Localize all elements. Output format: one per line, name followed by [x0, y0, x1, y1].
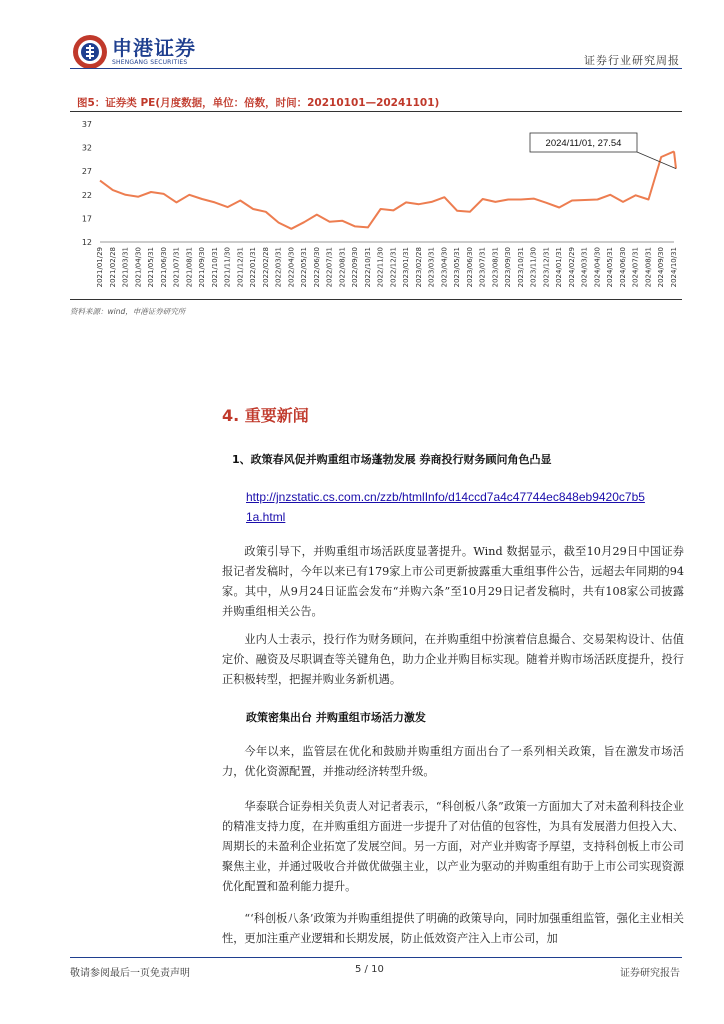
annotation-leader [637, 152, 676, 169]
y-tick-label: 22 [81, 190, 92, 200]
report-type-label: 证券行业研究周报 [584, 54, 680, 67]
news-source-link[interactable] [246, 487, 686, 527]
x-tick-label: 2023/05/31 [453, 247, 462, 288]
x-tick-label: 2021/09/30 [198, 247, 207, 288]
annotation-label: 2024/11/01, 27.54 [545, 138, 622, 149]
section-title: 4. 重要新闻 [222, 406, 309, 425]
y-tick-label: 27 [81, 167, 92, 177]
news-headline: 1、政策春风促并购重组市场蓬勃发展 券商投行财务顾问角色凸显 [232, 453, 552, 466]
x-tick-label: 2021/08/31 [185, 247, 194, 288]
x-tick-label: 2023/08/31 [491, 247, 500, 288]
brand [112, 37, 196, 67]
x-tick-label: 2021/01/29 [96, 247, 104, 288]
series-line-pe [100, 151, 674, 228]
x-tick-label: 2022/05/31 [300, 246, 309, 288]
page-number: 5 / 10 [355, 964, 384, 975]
x-tick-label: 2023/07/31 [478, 247, 487, 288]
x-tick-label: 2021/02/28 [108, 247, 117, 288]
y-tick-label: 37 [81, 120, 92, 129]
x-tick-label: 2024/06/30 [618, 247, 627, 288]
x-tick-label: 2022/12/31 [389, 247, 398, 288]
news-link-line-2[interactable]: 1a.html [246, 510, 286, 524]
x-tick-label: 2021/04/30 [134, 247, 143, 288]
x-tick-label: 2023/01/31 [402, 247, 411, 288]
x-tick-label: 2024/09/30 [657, 247, 666, 288]
figure-bottom-rule [70, 299, 682, 300]
x-tick-label: 2023/12/31 [542, 247, 551, 288]
footer-disclaimer: 敬请参阅最后一页免责声明 [70, 968, 190, 979]
y-tick-label: 12 [81, 238, 92, 247]
news-paragraph-4: 华泰联合证券相关负责人对记者表示，“科创板八条”政策一方面加大了对未盈利科技企业的精准支持力度，在并购重组方面进一步提升了对估值的包容性，为具有发展潜力但投入大、周期长的未盈利企业拓宽了发展空间。另一方面，对产业并购寄予厚望，支持科创板上市公司聚焦主业，并通过吸收合并做优做强主业，以产业为驱动的并购重组有助于上市公司实现资源优化配置和盈利能力提升。 [222, 800, 684, 893]
x-tick-label: 2024/03/31 [580, 247, 589, 288]
x-tick-label: 2023/10/31 [516, 247, 525, 288]
news-paragraph-2: 业内人士表示，投行作为财务顾问，在并购重组中扮演着信息撮合、交易架构设计、估值定价、融资及尽职调查等关键角色，助力企业并购目标实现。随着并购市场活跃度提升，投行正积极转型，把握并购业务新机遇。 [222, 633, 684, 686]
news-paragraph-5: “‘科创板八条’政策为并购重组提供了明确的政策导向，同时加强重组监管，强化主业相关性，更加注重产业逻辑和长期发展，防止低效资产注入上市公司，加 [222, 912, 684, 945]
brand-name-cn: 申港证券 [112, 36, 196, 60]
pe-line-chart [70, 112, 682, 300]
x-tick-label: 2022/06/30 [312, 247, 321, 288]
x-tick-label: 2023/11/30 [529, 247, 538, 288]
x-tick-label: 2024/01/31 [555, 247, 564, 288]
x-tick-label: 2022/02/28 [261, 247, 270, 288]
x-tick-label: 2022/03/31 [274, 247, 283, 288]
figure-title: 图5：证券类 PE(月度数据，单位：倍数，时间：20210101—20241101) [77, 97, 440, 109]
x-tick-label: 2021/05/31 [147, 247, 156, 288]
x-tick-label: 2023/09/30 [504, 247, 513, 288]
x-tick-label: 2024/08/31 [644, 247, 653, 288]
x-tick-label: 2021/07/31 [172, 247, 181, 288]
x-tick-label: 2021/03/31 [121, 247, 130, 288]
news-paragraph-3: 今年以来，监管层在优化和鼓励并购重组方面出台了一系列相关政策，旨在激发市场活力，优化资源配置，并推动经济转型升级。 [222, 745, 684, 778]
x-tick-label: 2022/01/31 [249, 247, 258, 288]
x-tick-label: 2023/02/28 [414, 247, 423, 288]
figure-source: 资料来源：wind，申港证券研究所 [70, 307, 186, 316]
x-tick-label: 2022/11/30 [376, 247, 385, 288]
x-tick-label: 2023/06/30 [465, 247, 474, 288]
x-tick-label: 2023/04/30 [440, 247, 449, 288]
x-tick-label: 2022/04/30 [287, 246, 296, 288]
brand-name-en: SHENGANG SECURITIES [112, 59, 188, 66]
series-line-latest [674, 151, 676, 168]
news-paragraph-1: 政策引导下，并购重组市场活跃度显著提升。Wind 数据显示，截至10月29日中国证券报记者发稿时，今年以来已有179家上市公司更新披露重大重组事件公告，远超去年同期的94家。其中，从9月24日证监会发布“并购六条”至10月29日记者发稿时，共有108家公司披露并购重组相关公告。 [222, 545, 684, 618]
news-link-line-1[interactable]: http://jnzstatic.cs.com.cn/zzb/htmlInfo/d14ccd7a4c47744ec848eb9420c7b5 [246, 490, 645, 504]
x-tick-label: 2024/05/31 [606, 247, 615, 288]
x-tick-label: 2021/06/30 [159, 247, 168, 288]
x-tick-label: 2022/09/30 [351, 247, 360, 288]
footer-divider [70, 957, 682, 958]
x-tick-label: 2023/03/31 [427, 247, 436, 288]
x-tick-label: 2024/02/29 [567, 247, 576, 288]
header-divider [70, 68, 682, 69]
x-tick-label: 2022/07/31 [325, 247, 334, 288]
x-tick-label: 2021/12/31 [236, 247, 245, 288]
y-tick-label: 17 [81, 214, 92, 224]
shengang-logo-icon [72, 34, 108, 70]
x-tick-label: 2022/10/31 [363, 247, 372, 288]
x-tick-label: 2022/08/31 [338, 247, 347, 288]
x-tick-label: 2021/11/30 [223, 247, 232, 288]
x-tick-label: 2024/04/30 [593, 247, 602, 288]
footer-report-kind: 证券研究报告 [620, 968, 680, 979]
x-tick-label: 2021/10/31 [210, 247, 219, 288]
y-tick-label: 32 [81, 143, 92, 153]
x-tick-label: 2024/07/31 [631, 247, 640, 288]
news-subheading: 政策密集出台 并购重组市场活力激发 [246, 711, 426, 724]
x-tick-label: 2024/10/31 [670, 247, 678, 288]
